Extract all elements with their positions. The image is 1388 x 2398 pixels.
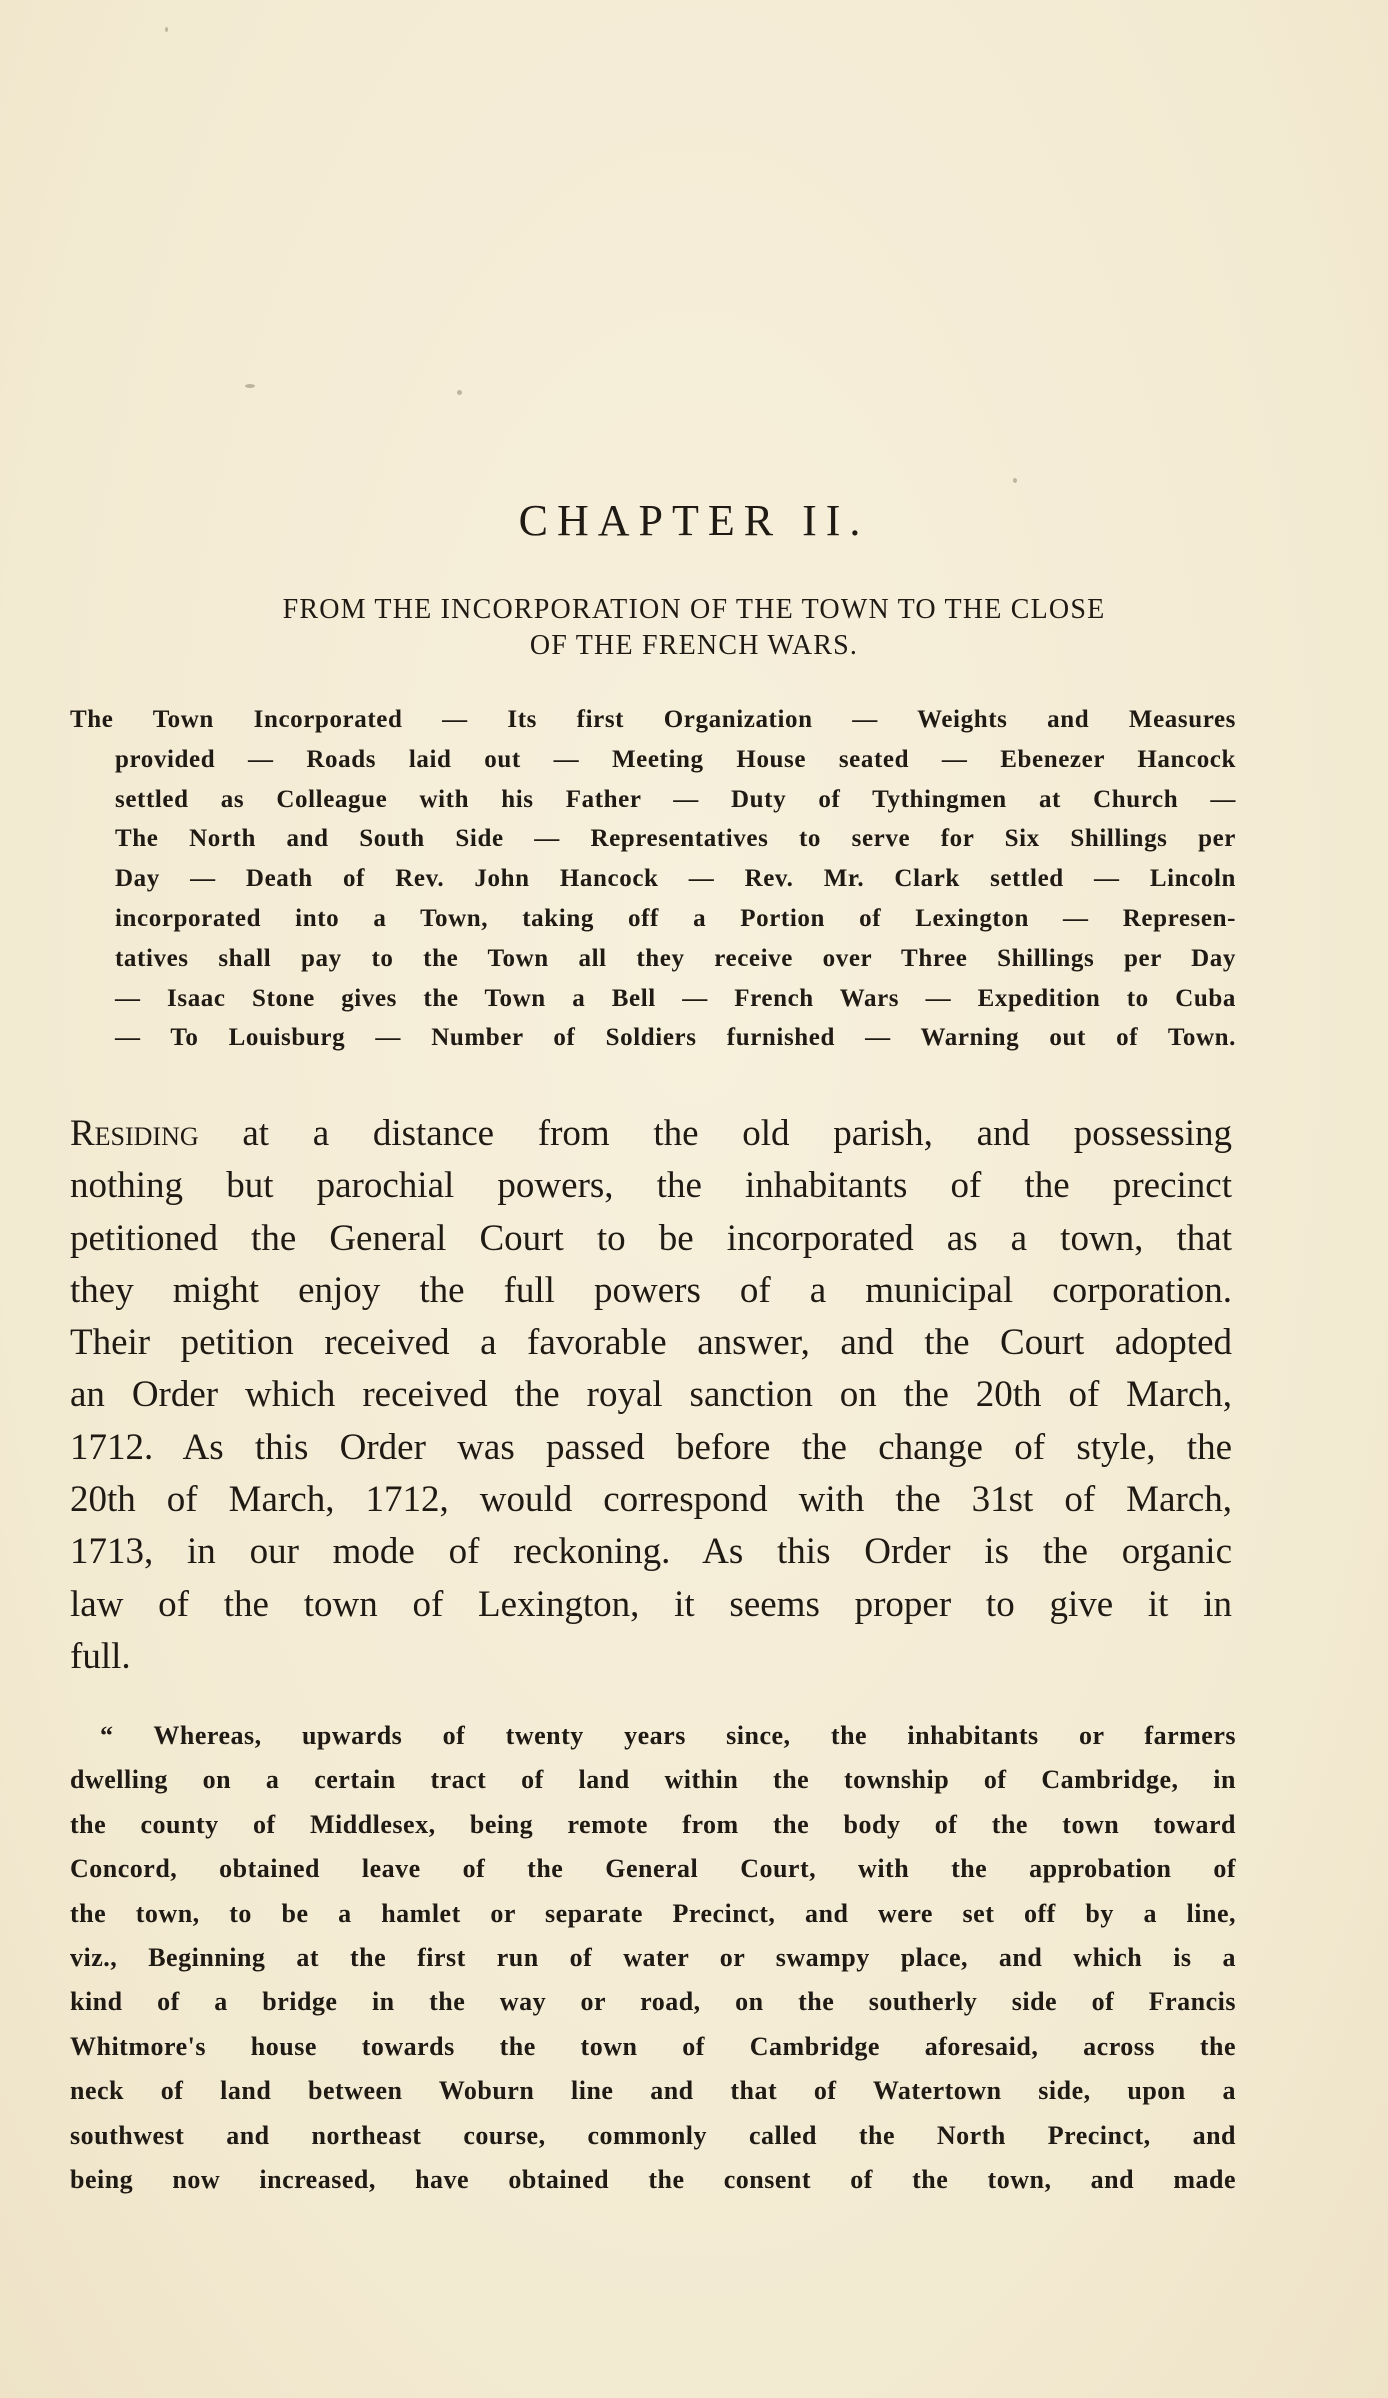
body-line: law of the town of Lexington, it seems proper to give it in — [70, 1583, 1232, 1625]
chapter-summary — [70, 700, 1236, 1058]
body-line-first — [70, 1108, 1232, 1160]
paper-speck — [457, 390, 462, 395]
quote-line: neck of land between Woburn line and that of Watertown side, upon a — [70, 2076, 1236, 2106]
summary-line: — Isaac Stone gives the Town a Bell — French Wars — Expedition to Cuba — [115, 984, 1236, 1012]
quote-line: dwelling on a certain tract of land within the township of Cambridge, in — [70, 1765, 1236, 1795]
chapter-heading: CHAPTER II. — [518, 496, 870, 545]
body-line: 1713, in our mode of reckoning. As this Order is the organic — [70, 1531, 1232, 1573]
quote-line: “ Whereas, upwards of twenty years since, the inhabitants or farmers — [100, 1721, 1236, 1750]
body-line: full. — [70, 1635, 131, 1677]
body-line: petitioned the General Court to be incorporated as a town, that — [70, 1217, 1232, 1259]
summary-line: Day — Death of Rev. John Hancock — Rev. Mr. Clark settled — Lincoln — [115, 865, 1236, 893]
paper-speck — [1013, 478, 1017, 483]
quoted-order — [70, 1714, 1236, 2202]
summary-line: tatives shall pay to the Town all they receive over Three Shillings per Day — [115, 944, 1236, 972]
chapter-title-line: FROM THE INCORPORATION OF THE TOWN TO THE CLOSE — [282, 594, 1106, 625]
summary-line: The Town Incorporated — Its first Organization — Weights and Measures — [70, 706, 1236, 733]
quote-line: viz., Beginning at the first run of water or swampy place, and which is a — [70, 1943, 1236, 1973]
drop-lead-word: Residing — [70, 1113, 199, 1154]
body-line: 20th of March, 1712, would correspond with the 31st of March, — [70, 1479, 1232, 1521]
summary-line: incorporated into a Town, taking off a Portion of Lexington — Represen- — [115, 904, 1236, 932]
quote-line: kind of a bridge in the way or road, on the southerly side of Francis — [70, 1987, 1236, 2017]
quote-line: Concord, obtained leave of the General Court, with the approbation of — [70, 1854, 1236, 1884]
body-line: nothing but parochial powers, the inhabitants of the precinct — [70, 1165, 1232, 1207]
body-paragraph — [70, 1108, 1232, 1683]
quote-line: southwest and northeast course, commonly called the North Precinct, and — [70, 2120, 1236, 2150]
body-line-first-rest: at a distance from the old parish, and possessing — [198, 1113, 1232, 1154]
body-line: they might enjoy the full powers of a municipal corporation. — [70, 1269, 1232, 1311]
paper-speck — [245, 384, 255, 388]
quote-line: being now increased, have obtained the consent of the town, and made — [70, 2165, 1236, 2195]
quote-line: Whitmore's house towards the town of Cambridge aforesaid, across the — [70, 2031, 1236, 2061]
body-line: 1712. As this Order was passed before the change of style, the — [70, 1426, 1232, 1468]
paper-speck — [165, 27, 168, 32]
body-line: an Order which received the royal sanction on the 20th of March, — [70, 1374, 1232, 1416]
summary-line: The North and South Side — Representatives to serve for Six Shillings per — [115, 825, 1236, 853]
chapter-title — [0, 592, 1388, 664]
body-line: Their petition received a favorable answer, and the Court adopted — [70, 1322, 1232, 1364]
summary-line: settled as Colleague with his Father — Duty of Tythingmen at Church — — [115, 785, 1236, 813]
summary-line: provided — Roads laid out — Meeting House seated — Ebenezer Hancock — [115, 745, 1236, 773]
chapter-title-line: OF THE FRENCH WARS. — [529, 630, 859, 661]
quote-line: the town, to be a hamlet or separate Precinct, and were set off by a line, — [70, 1898, 1236, 1928]
summary-line: — To Louisburg — Number of Soldiers furnished — Warning out of Town. — [115, 1024, 1236, 1052]
quote-line: the county of Middlesex, being remote from the body of the town toward — [70, 1809, 1236, 1839]
